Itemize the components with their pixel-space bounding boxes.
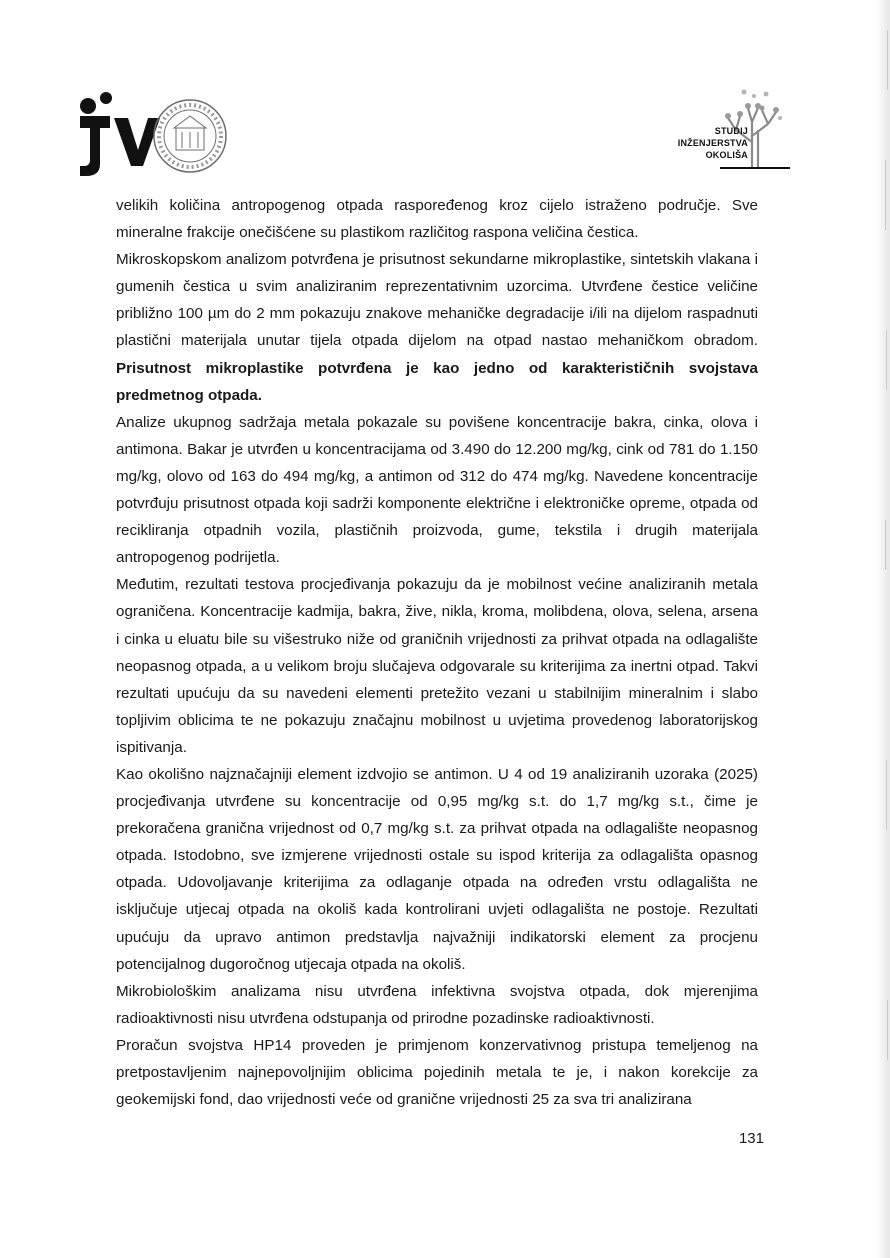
emphasis-text: Prisutnost mikroplastike potvrđena je kao jedno od karakterističnih svojstava predmetnog otpada. (116, 359, 758, 404)
page-number: 131 (738, 1130, 764, 1147)
document-body (116, 192, 758, 1113)
scan-edge-mark (886, 330, 887, 390)
page-header (0, 0, 890, 180)
paragraph: Analize ukupnog sadržaja metala pokazale su povišene koncentracije bakra, cinka, olova i antimona. Bakar je utvrđen u koncentracijama od 3.490 do 12.200 mg/kg, cink od 781 do 1.150 mg/kg, olovo od 163 do 494 mg/kg, a antimon od 312 do 474 mg/kg. Navedene koncentracije potvrđuju prisutnost otpada koji sadrži komponente električne i elektroničke opreme, otpada od recikliranja otpadnih vozila, plastičnih proizvoda, gume, tekstila i drugih materijala antropogenog podrijetla. (116, 413, 758, 567)
gfv-logo-graphic (78, 88, 238, 178)
scan-edge-mark (885, 520, 886, 570)
paragraph (116, 246, 758, 409)
paragraph-text: Mikroskopskom analizom potvrđena je prisutnost sekundarne mikroplastike, sintetskih vlakana i gumenih čestica u svim analiziranim reprezentativnim uzorcima. Utvrđene čestice veličine približno 100 µm do 2 mm pokazuju znakove mehaničke degradacije i/ili na dijelom raspadnuti plastični materijala unutar tijela otpada dijelom na otpad nastao mehaničkom obradom. (116, 251, 758, 350)
paragraph: Kao okolišno najznačajniji element izdvojio se antimon. U 4 od 19 analiziranih uzoraka (2025) procjeđivanja utvrđene su koncentracije od 0,95 mg/kg s.t. do 1,7 mg/kg s.t., čime je prekoračena granična vrijednost od 0,7 mg/kg s.t. za prihvat otpada na odlagalište neopasnog otpada. Istodobno, sve izmjerene vrijednosti ostale su ispod kriterija za odlagališta opasnog otpada. Udovoljavanje kriterijima za odlaganje otpada na određen vrstu odlagališta ne isključuje utjecaj otpada na okoliš kada kontrolirani uvjeti odlagališta ne postoje. Rezultati upućuju da upravo antimon predstavlja najvažniji indikatorski element za procjenu potencijalnog dugoročnog utjecaja otpada na okoliš. (116, 765, 758, 973)
scan-edge-mark (887, 1000, 888, 1060)
faculty-logo (78, 88, 238, 178)
study-programme-logo (640, 82, 810, 172)
logo-text-line3: OKOLIŠA (705, 150, 748, 160)
paragraph: velikih količina antropogenog otpada raspoređenog kroz cijelo istraženo područje. Sve mineralne frakcije onečišćene su plastikom različitog raspona veličina čestica. (116, 197, 758, 242)
paragraph: Proračun svojstva HP14 proveden je primjenom konzervativnog pristupa temeljenog na pretpostavljenim najnepovoljnijim oblicima pojedinih metala te je, i nakon korekcije za geokemijski fond, dao vrijednosti veće od granične vrijednosti 25 za sva tri analizirana (116, 1036, 758, 1109)
paragraph: Mikrobiološkim analizama nisu utvrđena infektivna svojstva otpada, dok mjerenjima radioaktivnosti nisu utvrđena odstupanja od prirodne pozadinske radioaktivnosti. (116, 982, 758, 1027)
scan-edge (876, 0, 890, 1258)
scan-edge-mark (886, 760, 887, 830)
paragraph: Međutim, rezultati testova procjeđivanja pokazuju da je mobilnost većine analiziranih metala ograničena. Koncentracije kadmija, bakra, žive, nikla, kroma, molibdena, olova, selena, arsena i cinka u eluatu bile su višestruko niže od graničnih vrijednosti za prihvat otpada na odlagalište neopasnog otpada, a u velikom broju slučajeva odgovarale su kriterijima za inertni otpad. Takvi rezultati upućuju da su navedeni elementi pretežito vezani u stabilnijim mineralnim i slabo topljivim oblicima te ne pokazuju značajnu mobilnost u uvjetima provedenog laboratorijskog ispitivanja. (116, 576, 758, 756)
logo-text-line1: STUDIJ (714, 126, 748, 136)
logo-text-line2: INŽENJERSTVA (677, 138, 748, 148)
